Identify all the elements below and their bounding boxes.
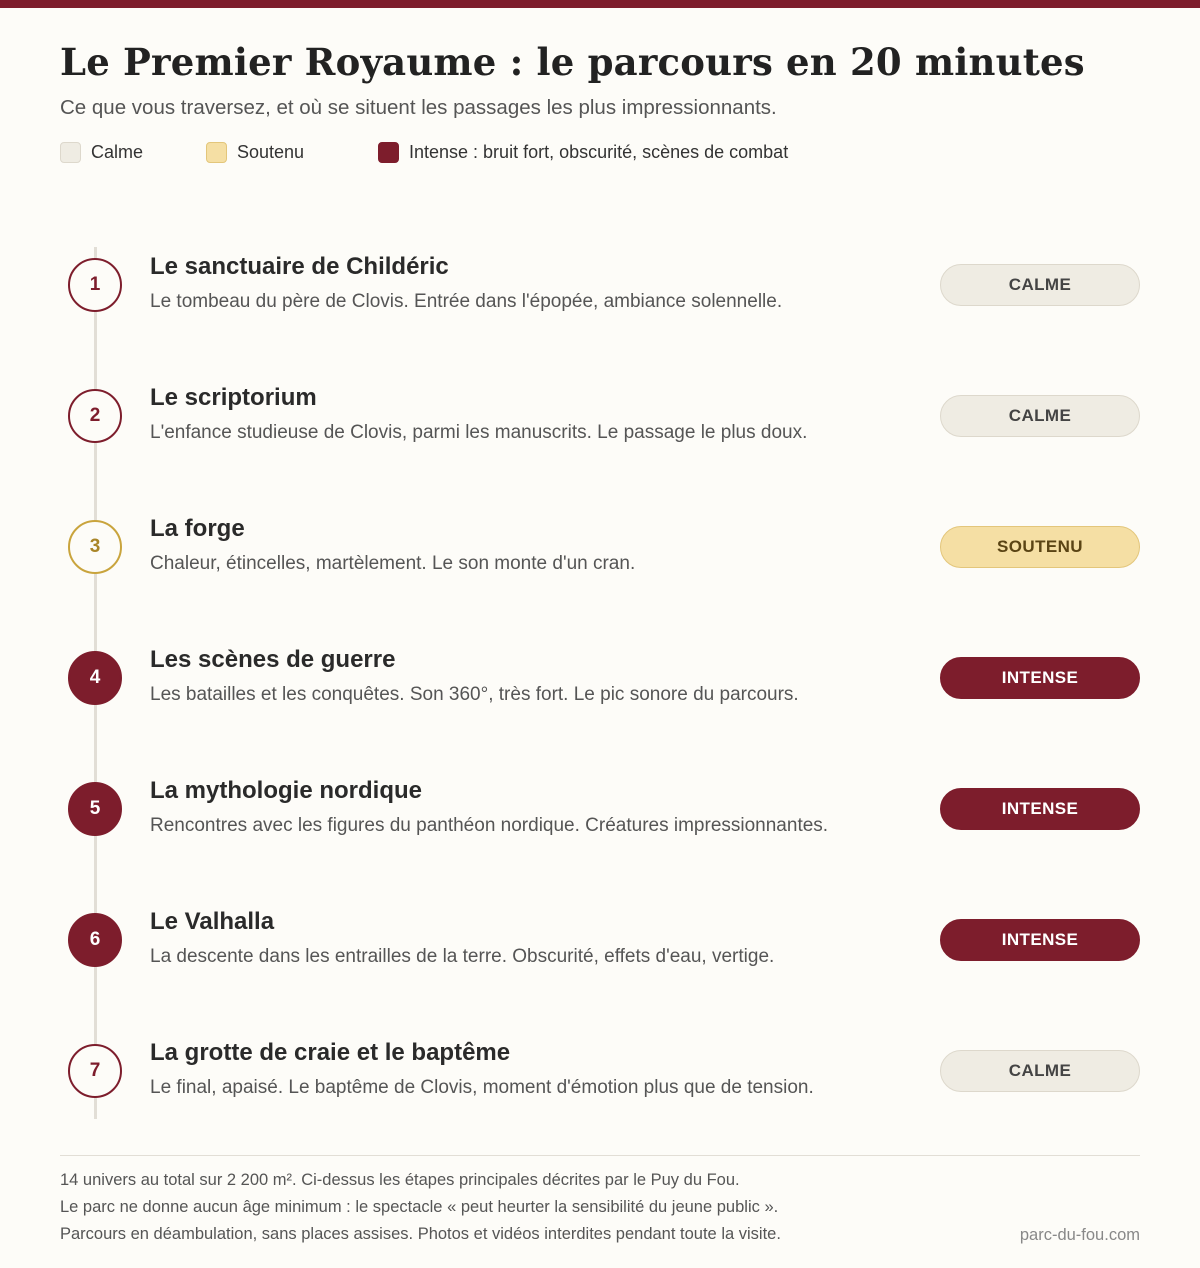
step-description: Chaleur, étincelles, martèlement. Le son monte d'un cran. — [150, 553, 636, 574]
step-title: Le sanctuaire de Childéric — [150, 253, 449, 280]
step-title: La mythologie nordique — [150, 777, 423, 804]
step-number: 6 — [68, 913, 122, 967]
footnote: 14 univers au total sur 2 200 m². Ci-dessus les étapes principales décrites par le Puy du Fou. — [60, 1171, 740, 1189]
intensity-badge: SOUTENU — [940, 526, 1140, 568]
step-number: 5 — [68, 782, 122, 836]
top-accent-bar — [0, 0, 1200, 8]
timeline-step — [0, 1034, 1200, 1114]
step-number: 2 — [68, 389, 122, 443]
step-title: La forge — [150, 515, 245, 542]
timeline-step — [0, 510, 1200, 590]
step-title: Le Valhalla — [150, 908, 275, 935]
intensity-badge: CALME — [940, 1050, 1140, 1092]
timeline-step — [0, 379, 1200, 459]
legend — [60, 142, 960, 168]
step-title: Le scriptorium — [150, 384, 317, 411]
legend-item-soutenu — [206, 142, 304, 163]
timeline-step — [0, 772, 1200, 852]
step-number: 7 — [68, 1044, 122, 1098]
legend-item-intense — [378, 142, 788, 163]
step-title: La grotte de craie et le baptême — [150, 1039, 511, 1066]
step-description: L'enfance studieuse de Clovis, parmi les manuscrits. Le passage le plus doux. — [150, 422, 808, 443]
intensity-badge: INTENSE — [940, 919, 1140, 961]
step-number: 4 — [68, 651, 122, 705]
legend-item-calme — [60, 142, 143, 163]
step-number: 3 — [68, 520, 122, 574]
step-description: Rencontres avec les figures du panthéon nordique. Créatures impressionnantes. — [150, 815, 829, 836]
footnote: Le parc ne donne aucun âge minimum : le spectacle « peut heurter la sensibilité du jeune public ». — [60, 1198, 779, 1216]
page-subtitle: Ce que vous traversez, et où se situent les passages les plus impressionnants. — [60, 96, 777, 119]
footnote: Parcours en déambulation, sans places assises. Photos et vidéos interdites pendant toute la visite. — [60, 1225, 781, 1243]
intensity-badge: CALME — [940, 264, 1140, 306]
legend-swatch-intense — [378, 142, 399, 163]
footer-divider — [60, 1155, 1140, 1156]
timeline-step — [0, 903, 1200, 983]
legend-label: Soutenu — [237, 142, 305, 162]
timeline-step — [0, 248, 1200, 328]
legend-swatch-soutenu — [206, 142, 227, 163]
legend-label: Calme — [91, 142, 144, 162]
step-description: Les batailles et les conquêtes. Son 360°, très fort. Le pic sonore du parcours. — [150, 684, 799, 705]
page-title: Le Premier Royaume : le parcours en 20 minutes — [60, 40, 1085, 84]
timeline-step — [0, 641, 1200, 721]
step-title: Les scènes de guerre — [150, 646, 396, 673]
intensity-badge: INTENSE — [940, 788, 1140, 830]
step-description: Le tombeau du père de Clovis. Entrée dans l'épopée, ambiance solennelle. — [150, 291, 783, 312]
step-number: 1 — [68, 258, 122, 312]
step-description: La descente dans les entrailles de la terre. Obscurité, effets d'eau, vertige. — [150, 946, 775, 967]
legend-swatch-calme — [60, 142, 81, 163]
legend-label: Intense : bruit fort, obscurité, scènes de combat — [409, 142, 789, 162]
source-credit: parc-du-fou.com — [1019, 1226, 1140, 1244]
step-description: Le final, apaisé. Le baptême de Clovis, moment d'émotion plus que de tension. — [150, 1077, 814, 1098]
intensity-badge: INTENSE — [940, 657, 1140, 699]
intensity-badge: CALME — [940, 395, 1140, 437]
